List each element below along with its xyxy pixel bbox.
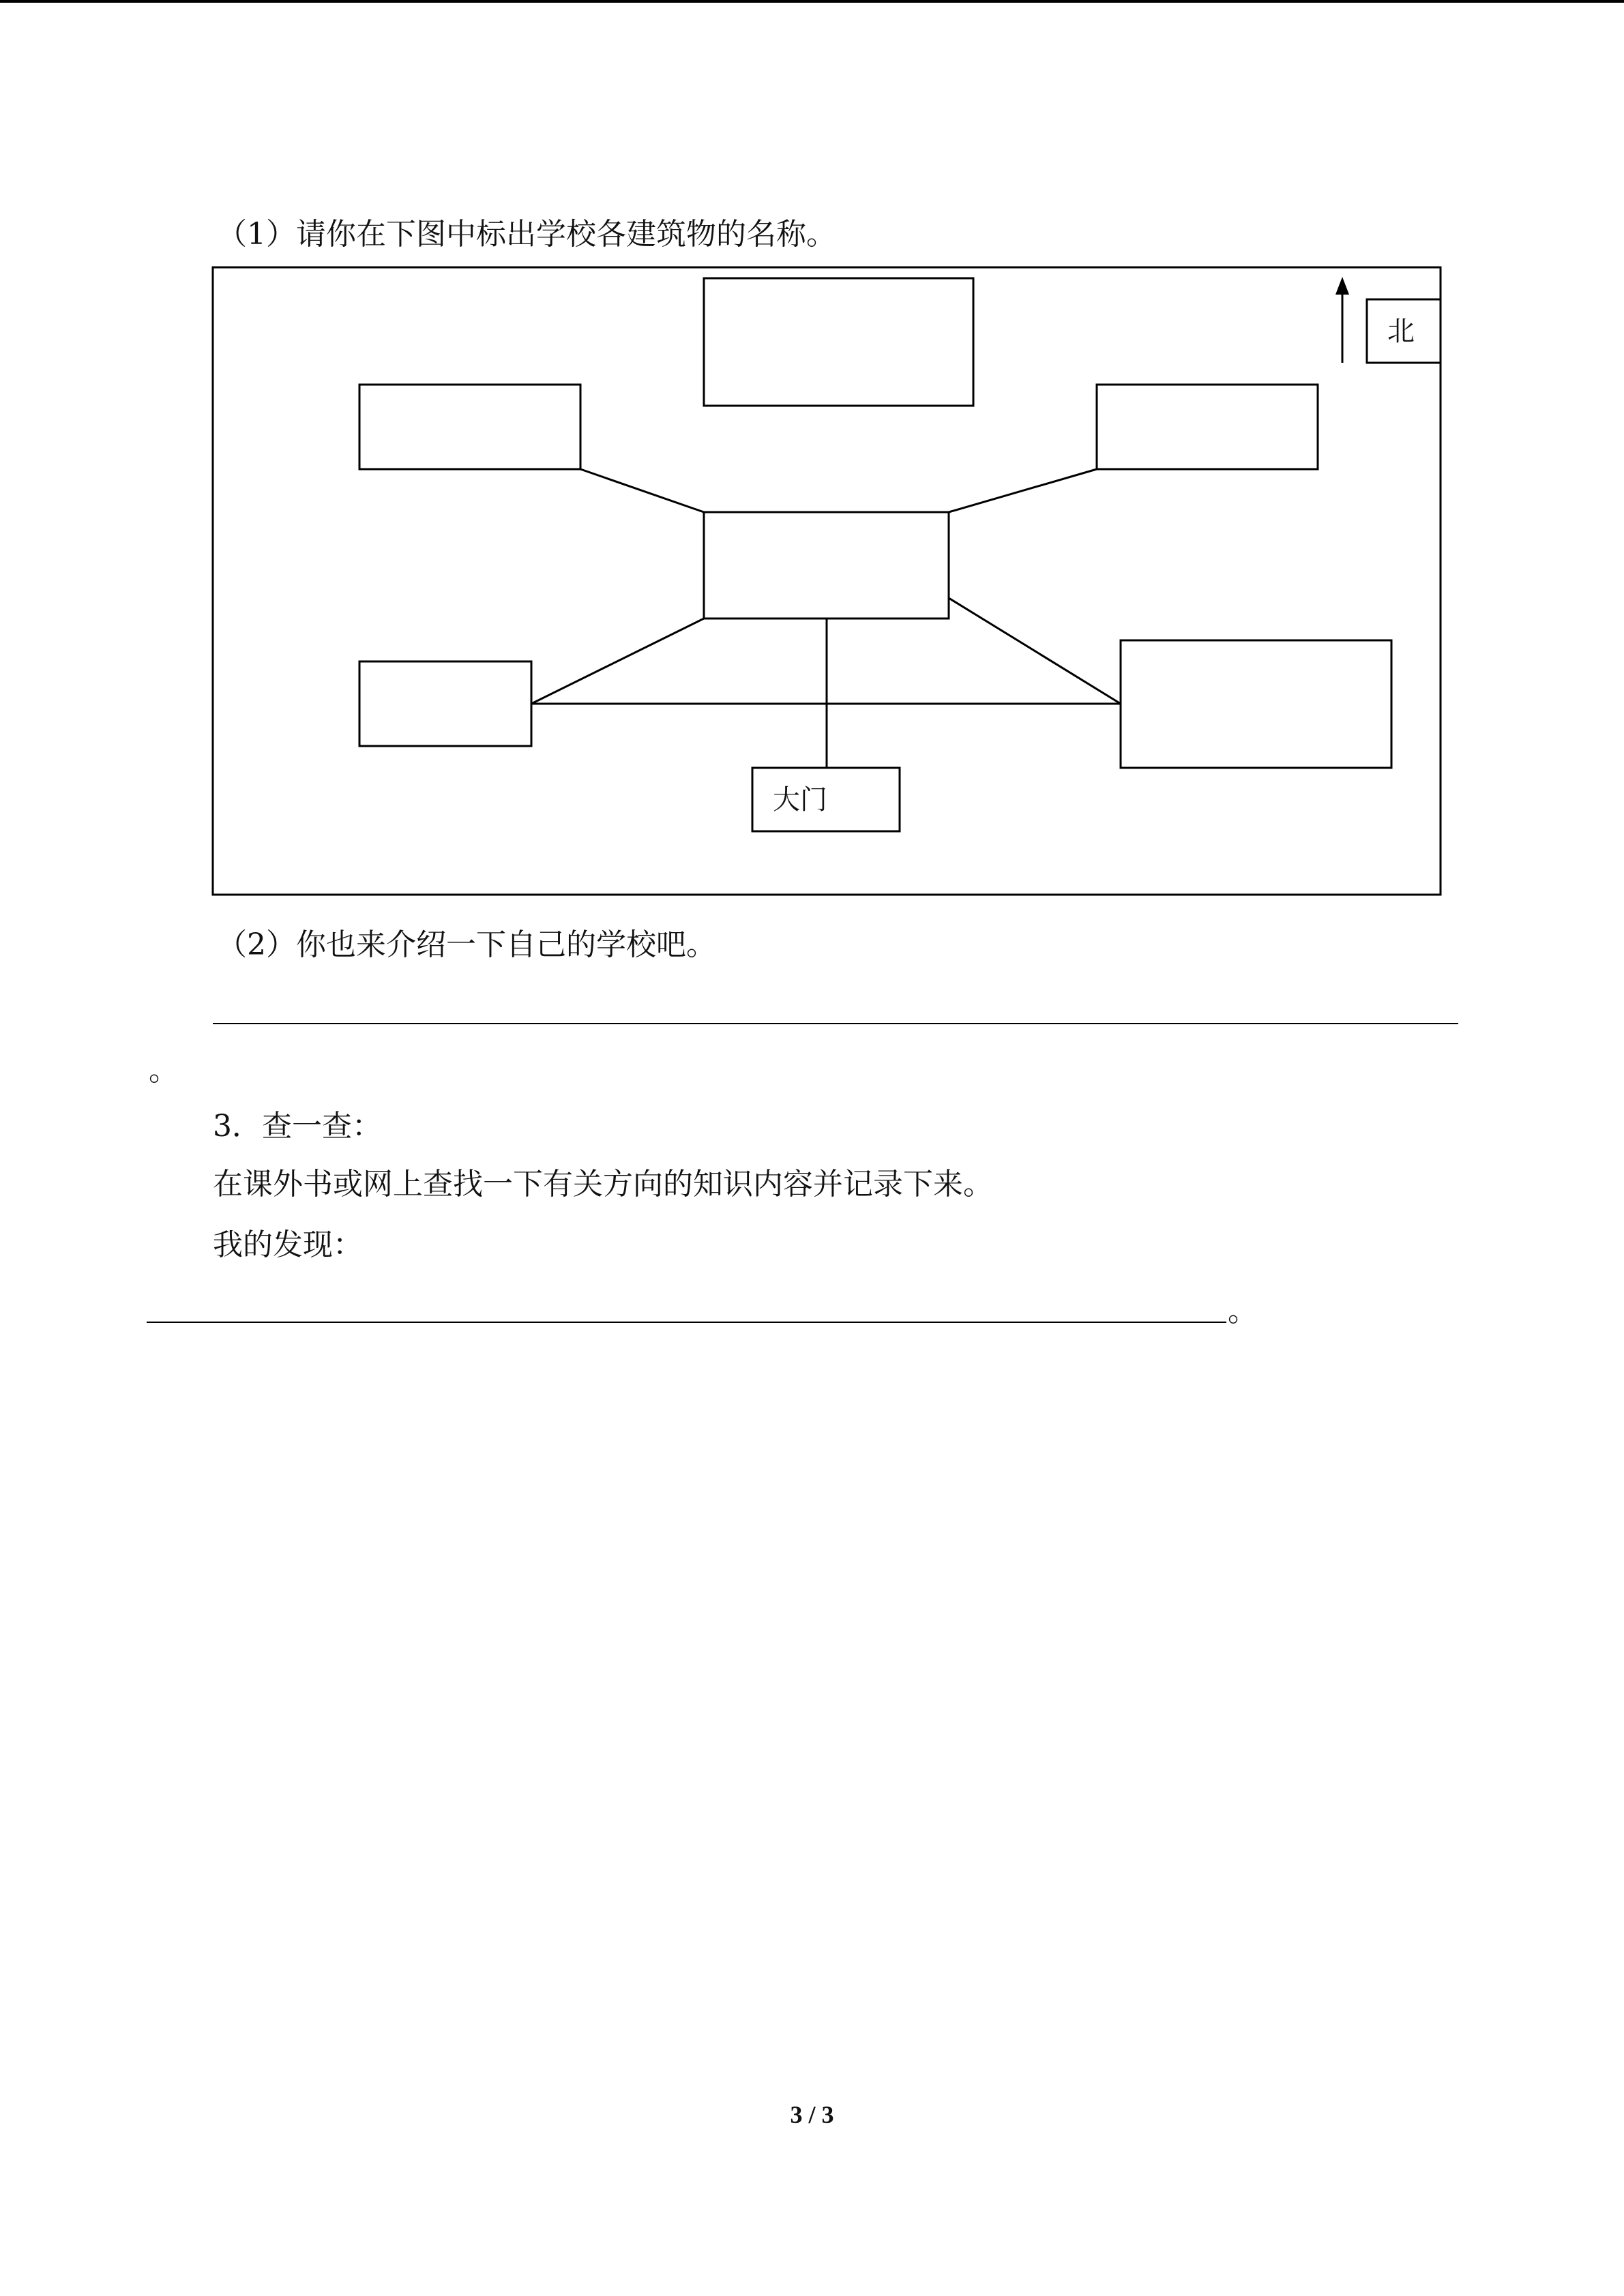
finding-label: 我的发现： (213, 1227, 363, 1262)
building-box-east[interactable] (1121, 640, 1391, 768)
answer-line-q2[interactable] (213, 1023, 1458, 1024)
answer-line-q3[interactable] (147, 1322, 1226, 1323)
building-box-north[interactable] (704, 278, 973, 406)
gate-label: 大门 (773, 784, 827, 816)
building-box-center[interactable] (704, 512, 949, 618)
building-box-northeast[interactable] (1097, 385, 1318, 469)
question-2-prompt: （2）你也来介绍一下自己的学校吧。 (217, 927, 716, 962)
page-number: 3 / 3 (790, 2101, 834, 2128)
building-box-southwest[interactable] (359, 661, 531, 746)
connector-line (531, 618, 704, 704)
question-3-instruction: 在课外书或网上查找一下有关方向的知识内容并记录下来。 (213, 1167, 993, 1202)
connector-line (949, 598, 1121, 704)
connector-line (949, 469, 1097, 512)
north-label: 北 (1387, 316, 1415, 347)
end-mark-q3: 。 (1228, 1294, 1258, 1328)
building-box-northwest[interactable] (359, 385, 580, 469)
north-arrow-icon (1335, 277, 1349, 295)
connector-line (580, 469, 704, 512)
question-1-prompt: （1）请你在下图中标出学校各建筑物的名称。 (217, 217, 836, 252)
question-3-heading: 3．查一查： (213, 1109, 382, 1144)
end-mark-q2: 。 (149, 1053, 179, 1088)
